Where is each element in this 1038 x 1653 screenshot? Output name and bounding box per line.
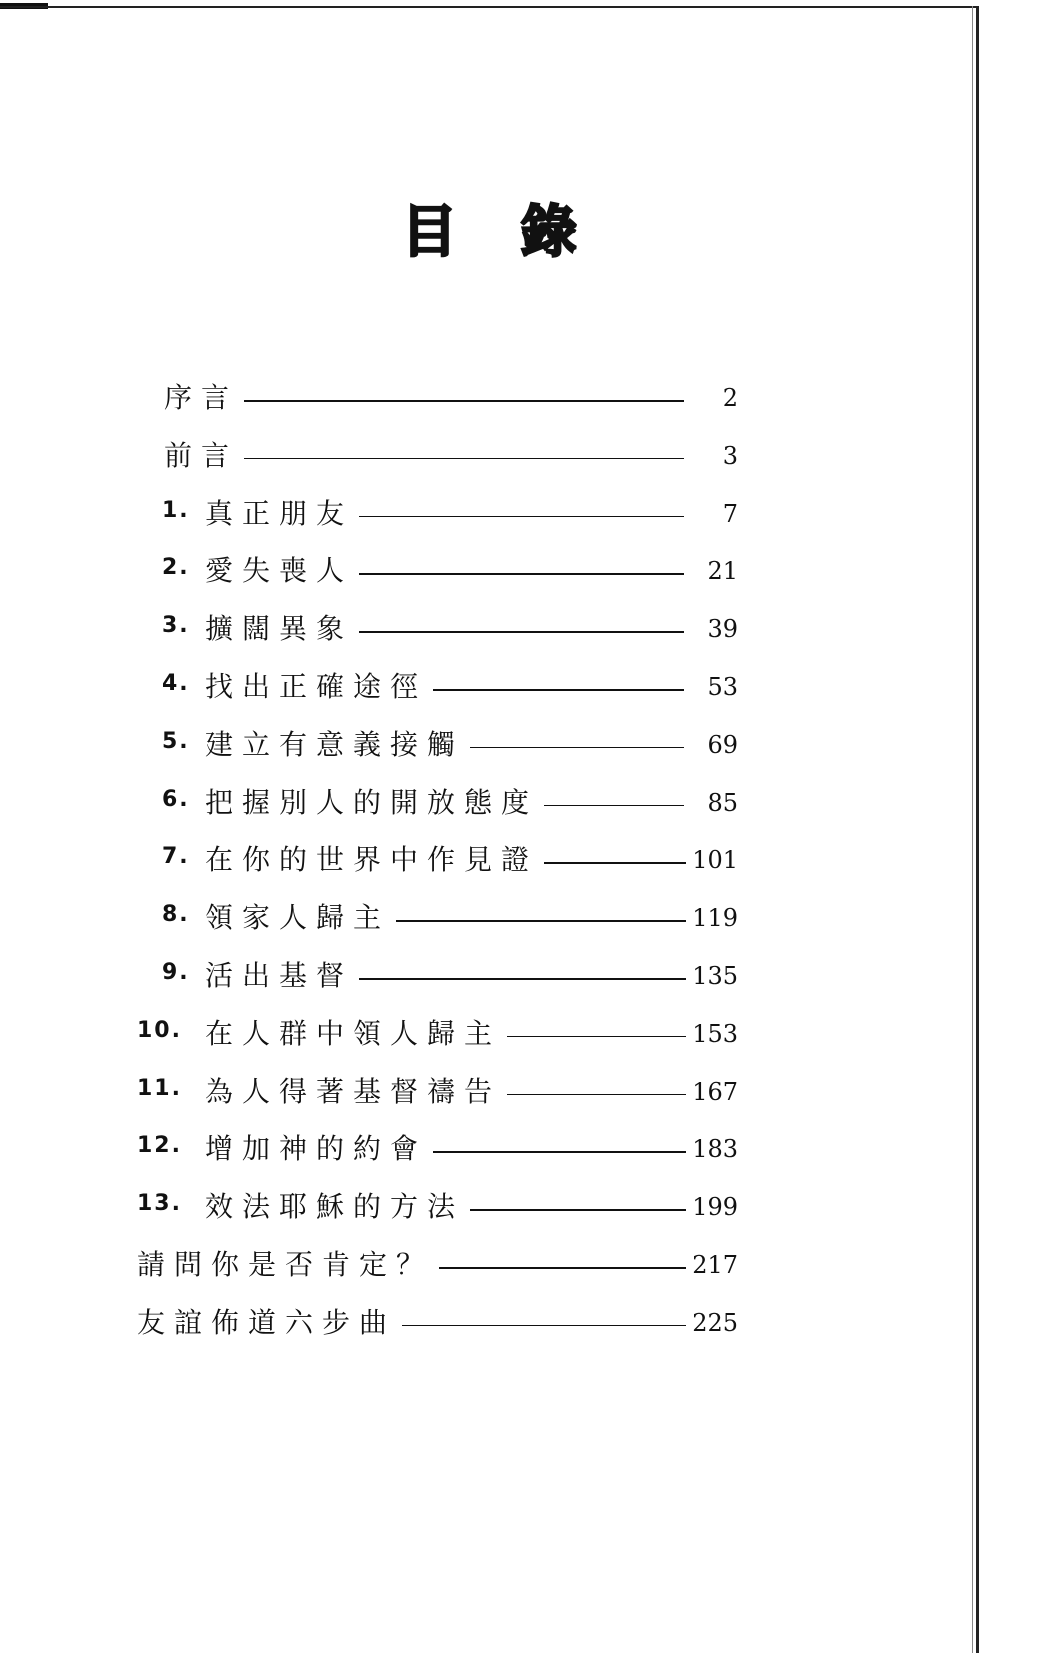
toc-entry-number: 10.: [137, 1017, 182, 1043]
toc-entry[interactable]: [0, 488, 1000, 546]
toc-entry-label: 找出正確途徑: [205, 670, 428, 703]
toc-entry-number: 8.: [162, 902, 190, 928]
toc-entry[interactable]: [0, 1123, 1000, 1181]
toc-entry-number: 11.: [137, 1075, 182, 1101]
toc-entry-label: 增加神的約會: [205, 1132, 428, 1166]
toc-entry-label: 把握別人的開放態度: [205, 785, 539, 819]
toc-entry-page: 153: [692, 1019, 738, 1048]
toc-leader-line: [244, 458, 684, 460]
toc-leader-line: [470, 1209, 686, 1211]
toc-leader-line: [507, 1094, 686, 1096]
toc-entry-page: 217: [692, 1251, 738, 1279]
toc-entry-page: 2: [722, 384, 738, 412]
toc-entry-number: 2.: [162, 555, 190, 581]
toc-entry[interactable]: [0, 1239, 1000, 1297]
toc-leader-line: [359, 978, 686, 980]
toc-entry-number: 1.: [162, 497, 190, 523]
toc-entry[interactable]: [0, 545, 1000, 603]
toc-leader-line: [359, 631, 684, 633]
toc-leader-line: [359, 516, 684, 518]
toc-entry-page: 183: [692, 1135, 738, 1164]
toc-entry-label: 效法耶穌的方法: [205, 1190, 465, 1224]
toc-entry-page: 7: [722, 499, 738, 528]
toc-entry[interactable]: [0, 430, 1000, 488]
toc-entry[interactable]: [0, 719, 1000, 777]
toc-entry-page: 39: [707, 615, 738, 644]
toc-entry-number: 4.: [162, 671, 190, 696]
toc-entry-number: 3.: [162, 613, 190, 639]
toc-entry-label: 在人群中領人歸主: [205, 1016, 502, 1050]
toc-entry[interactable]: [0, 777, 1000, 835]
toc-entry-label: 在你的世界中作見證: [205, 843, 539, 877]
toc-leader-line: [544, 862, 686, 864]
toc-leader-line: [544, 805, 684, 807]
toc-entry-number: 13.: [137, 1191, 182, 1217]
toc-entry[interactable]: [0, 661, 1000, 719]
toc-leader-line: [433, 689, 684, 691]
toc-leader-line: [244, 400, 684, 402]
toc-entry[interactable]: [0, 1297, 1000, 1355]
toc-entry[interactable]: [0, 1066, 1000, 1124]
toc-entry-label: 為人得著基督禱告: [205, 1074, 502, 1108]
toc-leader-line: [433, 1151, 686, 1153]
toc-entry-number: 6.: [162, 786, 190, 812]
page-title: 目 錄: [401, 200, 599, 265]
toc-entry[interactable]: [0, 372, 1000, 430]
toc-entry-label: 友誼佈道六步曲: [137, 1305, 397, 1339]
toc-leader-line: [439, 1267, 686, 1269]
toc-entry-label: 序言: [164, 381, 239, 414]
toc-entry-page: 3: [722, 441, 738, 470]
toc-entry-page: 119: [692, 904, 738, 933]
toc-entry[interactable]: [0, 892, 1000, 950]
toc-entry-label: 擴闊異象: [205, 612, 354, 646]
toc-leader-line: [359, 573, 684, 575]
toc-entry-page: 69: [707, 730, 738, 759]
top-border: [0, 6, 978, 8]
toc-entry-label: 真正朋友: [205, 496, 354, 530]
toc-entry-page: 135: [692, 962, 738, 990]
toc-entry-number: 12.: [137, 1133, 182, 1159]
toc-leader-line: [402, 1325, 686, 1327]
toc-entry-label: 活出基督: [205, 959, 354, 992]
toc-leader-line: [396, 920, 686, 922]
toc-entry-page: 85: [707, 788, 738, 817]
toc-entry[interactable]: [0, 1181, 1000, 1239]
toc-entry-number: 9.: [162, 960, 190, 985]
toc-entry-page: 225: [692, 1308, 738, 1337]
toc-entry[interactable]: [0, 1008, 1000, 1066]
toc-entry-page: 21: [707, 557, 738, 586]
toc-entry[interactable]: [0, 603, 1000, 661]
toc-entry-label: 建立有意義接觸: [205, 727, 465, 761]
toc-entry-page: 53: [707, 673, 738, 701]
toc-entry-label: 請問你是否肯定？: [137, 1248, 434, 1281]
toc-entry-number: 5.: [162, 728, 190, 754]
toc-entry[interactable]: [0, 950, 1000, 1008]
toc-entry-label: 愛失喪人: [205, 554, 354, 588]
toc-leader-line: [507, 1036, 686, 1038]
toc-entry-number: 7.: [162, 844, 190, 870]
toc-entry-label: 前言: [164, 438, 239, 472]
toc-entry-page: 199: [692, 1193, 738, 1222]
toc-leader-line: [470, 747, 684, 749]
toc-entry[interactable]: [0, 834, 1000, 892]
toc-entry-label: 領家人歸主: [205, 901, 391, 935]
toc-entry-page: 167: [692, 1077, 738, 1106]
toc-entry-page: 101: [692, 846, 738, 875]
